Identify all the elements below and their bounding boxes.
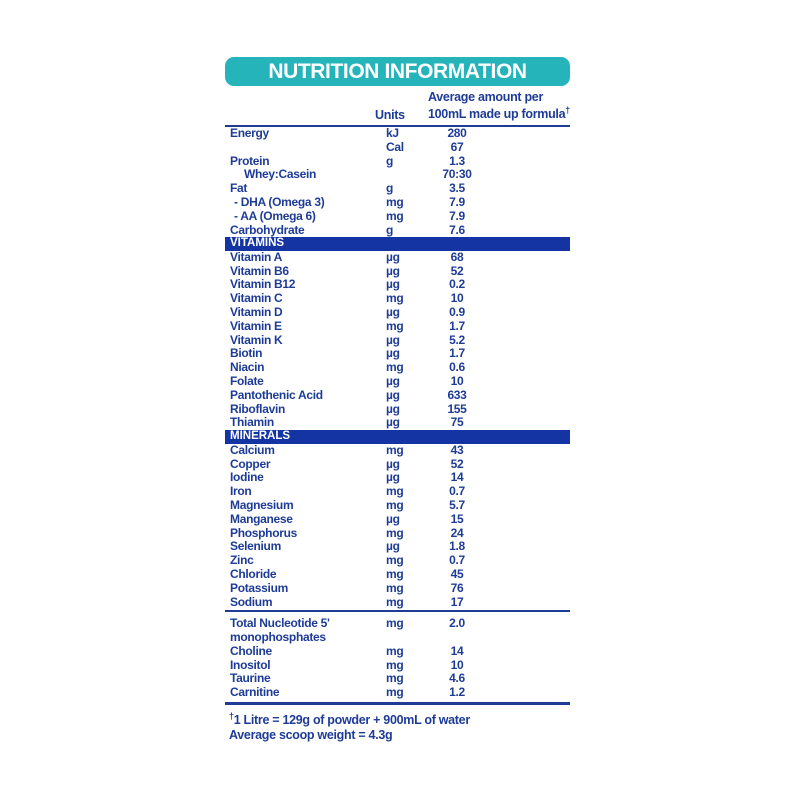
nutrient-units: mg <box>386 553 404 568</box>
nutrient-row <box>225 320 570 334</box>
nutrient-name: Magnesium <box>230 497 294 512</box>
nutrient-name: Total Nucleotide 5' <box>230 616 330 631</box>
section-divider <box>225 702 570 705</box>
nutrient-value: 52 <box>450 263 464 278</box>
nutrient-units: mg <box>386 291 404 306</box>
nutrient-units: mg <box>386 657 404 672</box>
nutrient-row <box>225 182 570 196</box>
nutrient-name: Copper <box>230 456 271 471</box>
nutrient-units: mg <box>386 643 404 658</box>
nutrient-value: 4.6 <box>449 671 465 686</box>
nutrient-units: µg <box>386 511 400 526</box>
nutrient-row <box>225 582 570 596</box>
nutrient-units: mg <box>386 685 404 700</box>
dagger-symbol: † <box>565 105 570 116</box>
nutrient-value: 14 <box>450 470 464 485</box>
nutrient-name: Taurine <box>230 671 271 686</box>
nutrient-row <box>225 196 570 210</box>
nutrient-row <box>225 127 570 141</box>
nutrient-value: 7.6 <box>449 222 465 237</box>
nutrient-row <box>225 444 570 458</box>
nutrient-units: µg <box>386 470 400 485</box>
units-column-header: Units <box>375 108 405 122</box>
nutrient-units: µg <box>386 263 400 278</box>
nutrition-table <box>225 127 570 705</box>
nutrient-row <box>225 168 570 182</box>
nutrient-row <box>225 458 570 472</box>
nutrient-name: Vitamin C <box>230 291 283 306</box>
nutrient-value: 52 <box>450 456 464 471</box>
nutrient-row <box>225 645 570 659</box>
nutrient-units: µg <box>386 277 400 292</box>
nutrient-units: mg <box>386 580 404 595</box>
nutrient-name: Vitamin E <box>230 318 282 333</box>
nutrient-value: 7.9 <box>449 208 465 223</box>
nutrient-units: µg <box>386 332 400 347</box>
nutrient-name: Biotin <box>230 346 263 361</box>
nutrient-name: Zinc <box>230 553 254 568</box>
nutrient-units: mg <box>386 671 404 686</box>
section-bar <box>225 237 570 251</box>
nutrient-row <box>225 292 570 306</box>
nutrient-value: 633 <box>447 387 467 402</box>
nutrient-name: Phosphorus <box>230 525 298 540</box>
nutrient-name: Vitamin B6 <box>230 263 289 278</box>
dagger-symbol: † <box>229 711 234 722</box>
nutrient-row <box>225 568 570 582</box>
nutrient-units: µg <box>386 305 400 320</box>
nutrient-name: Iodine <box>230 470 264 485</box>
nutrient-units: µg <box>386 346 400 361</box>
nutrient-name: Whey:Casein <box>244 167 317 182</box>
nutrient-units: mg <box>386 194 404 209</box>
nutrient-units: µg <box>386 456 400 471</box>
amount-header-line1: Average amount per <box>428 89 544 104</box>
nutrient-row <box>225 224 570 238</box>
nutrient-row <box>225 672 570 686</box>
nutrient-value: 70:30 <box>442 167 472 182</box>
nutrient-value: 75 <box>450 415 464 430</box>
panel-title-bar <box>225 57 570 86</box>
nutrient-units: g <box>386 153 394 168</box>
nutrient-row <box>225 334 570 348</box>
section-bar-label: MINERALS <box>230 430 291 443</box>
nutrient-value: 1.3 <box>449 153 465 168</box>
nutrient-units: µg <box>386 387 400 402</box>
nutrient-name: - AA (Omega 6) <box>234 208 316 223</box>
nutrient-value: 10 <box>450 657 464 672</box>
nutrient-row <box>225 155 570 169</box>
footnotes <box>225 709 570 743</box>
nutrient-name: Sodium <box>230 594 273 609</box>
nutrient-row <box>225 617 570 645</box>
nutrient-row <box>225 347 570 361</box>
nutrient-row <box>225 210 570 224</box>
nutrient-row <box>225 513 570 527</box>
nutrient-row <box>225 554 570 568</box>
nutrient-units: mg <box>386 318 404 333</box>
nutrient-value: 1.7 <box>449 318 465 333</box>
nutrient-name: Riboflavin <box>230 401 286 416</box>
nutrient-name: Potassium <box>230 580 288 595</box>
nutrient-value: 0.2 <box>449 277 465 292</box>
nutrient-name: Pantothenic Acid <box>230 387 323 402</box>
nutrient-value: 0.7 <box>449 553 465 568</box>
nutrient-units: kJ <box>386 126 399 140</box>
nutrient-name: Thiamin <box>230 415 274 430</box>
nutrient-value: 45 <box>450 566 464 581</box>
nutrient-units: mg <box>386 442 404 457</box>
nutrient-row <box>225 416 570 430</box>
amount-column-header <box>428 91 570 122</box>
nutrient-value: 2.0 <box>449 616 465 631</box>
nutrient-name: Fat <box>230 181 248 196</box>
nutrient-row <box>225 596 570 610</box>
nutrient-value: 10 <box>450 291 464 306</box>
nutrient-name: Niacin <box>230 360 265 375</box>
nutrient-units: µg <box>386 539 400 554</box>
nutrient-value: 0.9 <box>449 305 465 320</box>
nutrient-row <box>225 306 570 320</box>
nutrient-name: Vitamin K <box>230 332 283 347</box>
nutrient-units: mg <box>386 566 404 581</box>
nutrient-name: Folate <box>230 374 264 389</box>
nutrient-value: 5.2 <box>449 332 465 347</box>
nutrient-row <box>225 403 570 417</box>
nutrient-row <box>225 527 570 541</box>
section-bar <box>225 430 570 444</box>
nutrient-name: Choline <box>230 643 272 658</box>
nutrient-row <box>225 686 570 700</box>
nutrient-value: 43 <box>450 442 464 457</box>
nutrient-value: 7.9 <box>449 194 465 209</box>
nutrient-name: Selenium <box>230 539 281 554</box>
nutrient-name: Inositol <box>230 657 271 672</box>
nutrient-value: 68 <box>450 249 464 264</box>
nutrient-name-line2: monophosphates <box>230 630 326 645</box>
nutrient-row <box>225 540 570 554</box>
nutrient-units: g <box>386 222 394 237</box>
nutrient-value: 5.7 <box>449 497 465 512</box>
nutrient-row <box>225 499 570 513</box>
nutrient-units: mg <box>386 525 404 540</box>
nutrient-name: Vitamin A <box>230 249 282 264</box>
nutrient-name: Calcium <box>230 442 275 457</box>
nutrient-units: g <box>386 181 394 196</box>
column-header-row <box>225 86 570 127</box>
nutrient-value: 14 <box>450 643 464 658</box>
nutrient-row <box>225 659 570 673</box>
nutrient-units: Cal <box>386 139 404 154</box>
nutrient-units: mg <box>386 360 404 375</box>
nutrient-units: mg <box>386 484 404 499</box>
nutrient-name: Carbohydrate <box>230 222 305 237</box>
footnote-line <box>229 709 570 728</box>
nutrient-value: 15 <box>450 511 464 526</box>
nutrient-name: Chloride <box>230 566 277 581</box>
nutrient-row <box>225 361 570 375</box>
nutrient-units: µg <box>386 415 400 430</box>
nutrient-name: Protein <box>230 153 270 168</box>
nutrient-row <box>225 389 570 403</box>
nutrition-panel <box>225 57 570 743</box>
nutrient-row <box>225 251 570 265</box>
nutrient-name: Energy <box>230 126 269 140</box>
nutrient-row <box>225 485 570 499</box>
nutrient-units: mg <box>386 208 404 223</box>
nutrient-value: 10 <box>450 374 464 389</box>
nutrient-name: Iron <box>230 484 252 499</box>
nutrient-value: 3.5 <box>449 181 465 196</box>
nutrient-value: 76 <box>450 580 464 595</box>
nutrient-units: µg <box>386 374 400 389</box>
footnote-line <box>229 728 570 743</box>
nutrient-row <box>225 278 570 292</box>
nutrient-row <box>225 375 570 389</box>
nutrient-value: 17 <box>450 594 464 609</box>
nutrient-name: Carnitine <box>230 685 280 700</box>
footnote-text: 1 Litre = 129g of powder + 900mL of water <box>233 713 470 728</box>
nutrient-name: Vitamin B12 <box>230 277 296 292</box>
nutrient-value: 1.7 <box>449 346 465 361</box>
nutrient-value: 1.8 <box>449 539 465 554</box>
nutrient-value: 67 <box>450 139 464 154</box>
panel-title: NUTRITION INFORMATION <box>268 59 527 83</box>
nutrient-value: 1.2 <box>449 685 465 700</box>
nutrient-name: Vitamin D <box>230 305 283 320</box>
nutrient-value: 280 <box>447 126 467 140</box>
nutrient-row <box>225 141 570 155</box>
nutrient-value: 0.7 <box>449 484 465 499</box>
nutrient-name: Manganese <box>230 511 293 526</box>
amount-header-line2: 100mL made up formula† <box>428 105 570 122</box>
nutrient-units: µg <box>386 401 400 416</box>
nutrient-units: mg <box>386 594 404 609</box>
nutrient-value: 24 <box>450 525 464 540</box>
footnote-text: Average scoop weight = 4.3g <box>229 728 393 743</box>
nutrient-value: 0.6 <box>449 360 465 375</box>
nutrient-value: 155 <box>447 401 467 416</box>
nutrient-row <box>225 471 570 485</box>
nutrient-row <box>225 265 570 279</box>
section-divider <box>225 610 570 612</box>
nutrient-units: mg <box>386 497 404 512</box>
nutrient-name: - DHA (Omega 3) <box>234 194 325 209</box>
section-bar-label: VITAMINS <box>230 237 285 250</box>
nutrient-units: µg <box>386 249 400 264</box>
nutrient-units: mg <box>386 616 404 631</box>
